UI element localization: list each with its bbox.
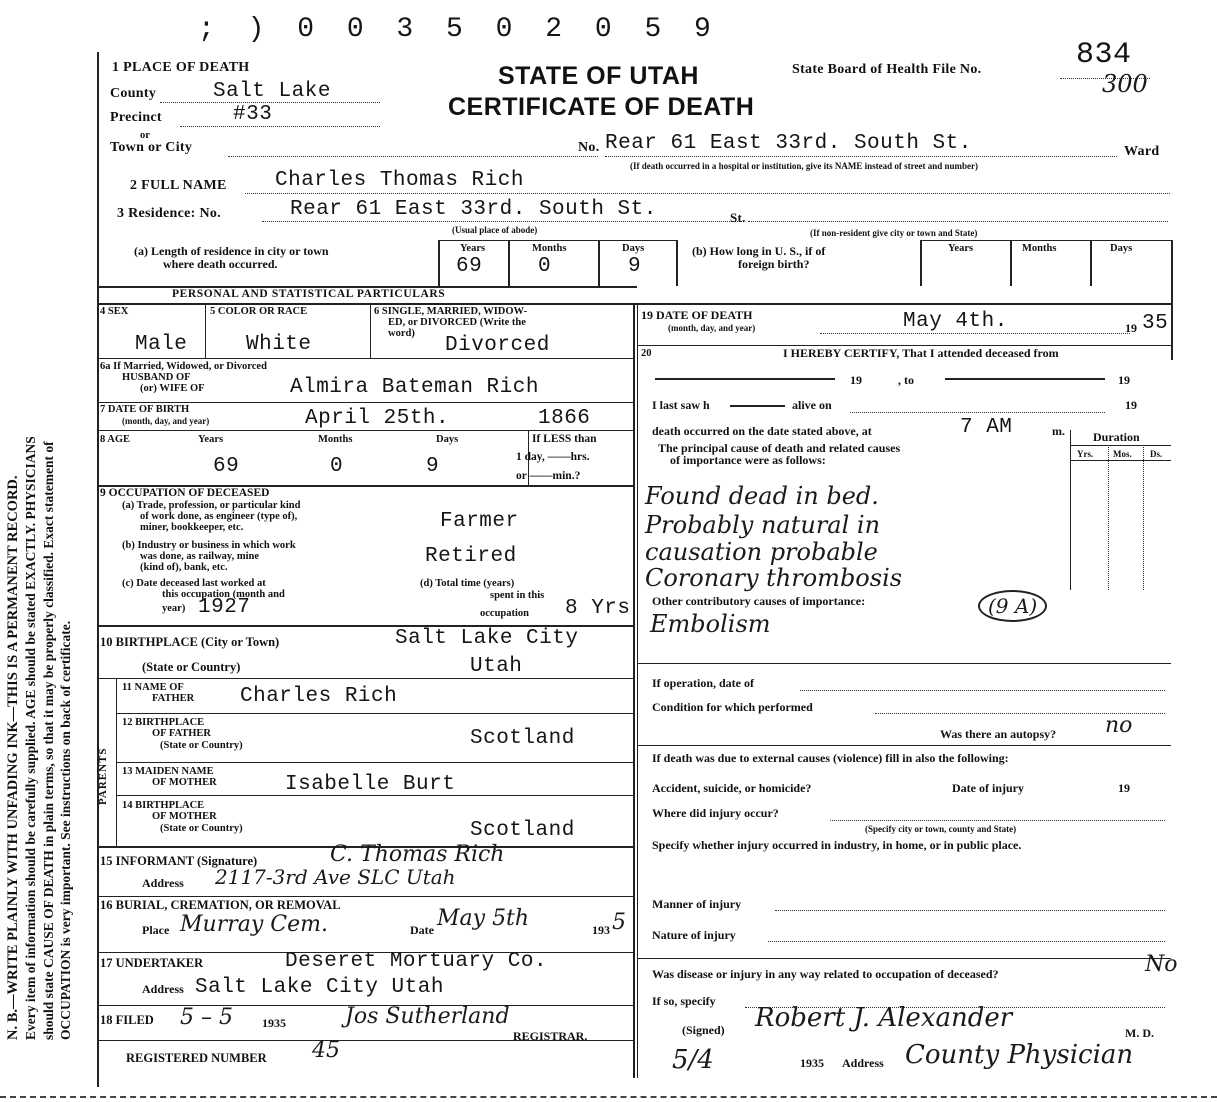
occupation-d2: spent in this	[490, 590, 545, 601]
accident-label: Accident, suicide, or homicide?	[652, 781, 812, 795]
disease-answer: No	[1145, 952, 1178, 977]
other-causes-note: (9 A)	[978, 590, 1047, 622]
mother-birthplace: Scotland	[470, 819, 575, 842]
place-of-death-label: 1 PLACE OF DEATH	[112, 60, 250, 75]
cause-intro-1: The principal cause of death and related causes	[658, 441, 901, 455]
md-label: M. D.	[1125, 1026, 1154, 1040]
burial-date-label: Date	[410, 923, 434, 937]
undertaker-address-label: Address	[142, 982, 184, 996]
age-label: 8 AGE	[100, 434, 131, 445]
informant-address-label: Address	[142, 876, 184, 890]
occupation-a1: (a) Trade, profession, or particular kind	[122, 500, 301, 511]
cause-line-2: Probably natural in	[645, 511, 881, 539]
father-bp-label-2: OF FATHER	[152, 728, 212, 739]
father-birthplace: Scotland	[470, 727, 575, 750]
burial-place-label: Place	[142, 923, 170, 937]
spouse-label-1: 6a If Married, Widowed, or Divorced	[100, 361, 267, 372]
res-years: 69	[456, 255, 483, 278]
margin-instruction-1: N. B.—WRITE PLAINLY WITH UNFADING INK—THIS IS A PERMANENT RECORD.	[5, 475, 21, 1040]
undertaker-label: 17 UNDERTAKER	[100, 956, 204, 970]
res-months: 0	[538, 255, 552, 278]
certify-to-label: , to	[898, 373, 914, 387]
registrar-label: REGISTRAR.	[513, 1029, 588, 1043]
specify-city-note: (Specify city or town, county and State)	[865, 824, 1017, 834]
signature-date: 5/4	[672, 1045, 714, 1075]
less-min-label: or ——min.?	[516, 470, 581, 482]
physician-signature: Robert J. Alexander	[755, 1003, 1013, 1033]
full-name-value: Charles Thomas Rich	[275, 169, 524, 192]
mother-bp-label-3: (State or Country)	[160, 823, 243, 834]
death-time: 7 AM	[960, 416, 1013, 439]
precinct-value: #33	[233, 103, 273, 126]
duration-months-label: Mos.	[1113, 449, 1132, 459]
item-20-label: 20	[641, 348, 652, 359]
place-address: Rear 61 East 33rd. South St.	[605, 132, 972, 155]
registered-number-label: REGISTERED NUMBER	[126, 1051, 267, 1065]
burial-date: May 5th	[437, 906, 530, 931]
last-saw-label: I last saw h	[652, 398, 710, 412]
undertaker-name: Deseret Mortuary Co.	[285, 950, 548, 973]
mother-name: Isabelle Burt	[285, 773, 456, 796]
duration-days-label: Ds.	[1150, 449, 1163, 459]
birthplace-state: Utah	[470, 655, 523, 678]
occupation-b2: was done, as railway, mine	[140, 551, 260, 562]
age-years-label: Years	[198, 434, 224, 445]
title-certificate: CERTIFICATE OF DEATH	[448, 93, 755, 121]
county-label: County	[110, 86, 157, 101]
margin-instruction-3: should state CAUSE OF DEATH in plain terms, so that it may be properly classified. Exact statement of	[41, 441, 56, 1040]
color-race-value: White	[246, 333, 312, 356]
parents-side-label: PARENTS	[97, 747, 109, 805]
death-date-sub: (month, day, and year)	[668, 323, 756, 333]
personal-header: PERSONAL AND STATISTICAL PARTICULARS	[172, 288, 446, 300]
mother-name-label-1: 13 MAIDEN NAME	[122, 766, 214, 777]
marital-value: Divorced	[445, 334, 550, 357]
sex-value: Male	[135, 333, 188, 356]
death-year: 35	[1142, 312, 1169, 335]
filed-label: 18 FILED	[100, 1013, 154, 1027]
mother-bp-label-2: OF MOTHER	[152, 811, 217, 822]
age-days: 9	[426, 455, 440, 478]
nature-injury-label: Nature of injury	[652, 928, 736, 942]
dob-year: 1866	[538, 407, 591, 430]
age-days-label: Days	[436, 434, 459, 445]
file-number-handwritten: 300	[1102, 70, 1148, 98]
street-number-label: No.	[578, 140, 600, 155]
registered-number: 45	[312, 1038, 340, 1063]
certify-statement: I HEREBY CERTIFY, That I attended deceased from	[783, 346, 1059, 360]
spouse-label-2: HUSBAND OF	[122, 372, 191, 383]
hospital-note: (If death occurred in a hospital or institution, give its NAME instead of street and number)	[630, 161, 979, 171]
other-causes-label: Other contributory causes of importance:	[652, 594, 866, 608]
us-years-label: Years	[948, 243, 974, 254]
duration-years-label: Yrs.	[1077, 449, 1094, 459]
res-months-label: Months	[532, 243, 567, 254]
autopsy-answer: no	[1105, 713, 1133, 738]
specify-whether-label: Specify whether injury occurred in industry, in home, or in public place.	[652, 838, 1022, 852]
informant-signature: C. Thomas Rich	[330, 842, 505, 867]
form-left-border	[97, 52, 99, 1087]
length-residence-label-2: where death occurred.	[163, 257, 278, 271]
precinct-label: Precinct	[110, 110, 162, 125]
occupation-c2: this occupation (month and	[162, 589, 285, 600]
county-value: Salt Lake	[213, 80, 331, 103]
less-day-label: 1 day, ——hrs.	[516, 451, 590, 463]
marital-label-1: 6 SINGLE, MARRIED, WIDOW-	[374, 306, 528, 317]
birthplace-state-label: (State or Country)	[142, 660, 241, 674]
certify-to-year: 19	[1118, 373, 1130, 387]
center-column-divider	[633, 303, 635, 1078]
death-time-m: m.	[1052, 424, 1065, 438]
res-years-label: Years	[460, 243, 486, 254]
burial-year-prefix: 193	[592, 923, 610, 937]
file-number: 834	[1076, 38, 1132, 72]
physician-address-label: Address	[842, 1056, 884, 1070]
informant-address: 2117-3rd Ave SLC Utah	[215, 865, 456, 889]
cause-line-1: Found dead in bed.	[645, 482, 879, 510]
length-residence-label: (a) Length of residence in city or town	[134, 244, 329, 258]
age-months-label: Months	[318, 434, 353, 445]
form-right-border	[1171, 240, 1173, 360]
filed-year: 1935	[262, 1016, 286, 1030]
burial-place: Murray Cem.	[180, 912, 328, 937]
condition-label: Condition for which performed	[652, 700, 813, 714]
nonresident-note: (If non-resident give city or town and State)	[810, 228, 978, 238]
death-year-prefix: 19	[1125, 321, 1137, 335]
death-date-label: 19 DATE OF DEATH	[641, 308, 753, 322]
occupation-d1: (d) Total time (years)	[420, 578, 515, 589]
occupation-c1: (c) Date deceased last worked at	[122, 578, 266, 589]
filed-date: 5 – 5	[180, 1005, 233, 1030]
marital-label-2: ED, or DIVORCED (Write the	[388, 317, 526, 328]
less-than-label: If LESS than	[532, 433, 597, 445]
us-months-label: Months	[1022, 243, 1057, 254]
mother-name-label-2: OF MOTHER	[152, 777, 217, 788]
registrar-signature: Jos Sutherland	[345, 1004, 510, 1029]
residence-st-label: St.	[730, 210, 746, 225]
occupation-b1: (b) Industry or business in which work	[122, 540, 296, 551]
full-name-label: 2 FULL NAME	[130, 178, 227, 193]
burial-year: 5	[612, 910, 626, 935]
occupation-label: 9 OCCUPATION OF DECEASED	[100, 487, 270, 499]
town-city-label: Town or City	[110, 140, 193, 155]
duration-label: Duration	[1093, 430, 1140, 444]
physician-address: County Physician	[905, 1040, 1134, 1070]
residence-value: Rear 61 East 33rd. South St.	[290, 198, 657, 221]
death-date: May 4th.	[903, 310, 1008, 333]
signed-label: (Signed)	[682, 1023, 725, 1037]
marital-label-3: word)	[388, 328, 415, 339]
margin-instruction-2: Every item of information should be carefully supplied. AGE should be stated EXACTLY. PHYSICIANS	[23, 436, 38, 1040]
title-state: STATE OF UTAH	[498, 62, 699, 90]
cause-line-4: Coronary thrombosis	[645, 564, 903, 592]
other-causes: Embolism	[650, 610, 771, 638]
occupation-b3: (kind of), bank, etc.	[140, 562, 228, 573]
dob-sub-label: (month, day, and year)	[122, 416, 210, 426]
alive-on-label: alive on	[792, 398, 832, 412]
father-name-label-2: FATHER	[152, 693, 195, 704]
death-occurred-label: death occurred on the date stated above, at	[652, 424, 872, 438]
or-label: or	[140, 130, 150, 141]
usual-abode-note: (Usual place of abode)	[452, 225, 538, 235]
age-years: 69	[213, 455, 240, 478]
occupation-a2: of work done, as engineer (type of),	[140, 511, 298, 522]
spouse-label-3: (or) WIFE OF	[140, 383, 205, 394]
father-name: Charles Rich	[240, 685, 398, 708]
signature-year: 1935	[800, 1056, 824, 1070]
autopsy-label: Was there an autopsy?	[940, 727, 1057, 741]
mother-bp-label-1: 14 BIRTHPLACE	[122, 800, 205, 811]
age-months: 0	[330, 455, 344, 478]
spouse-value: Almira Bateman Rich	[290, 376, 539, 399]
occupation-trade: Farmer	[440, 510, 519, 533]
occupation-c3: year)	[162, 603, 186, 614]
how-long-us-label: (b) How long in U. S., if of	[692, 244, 826, 258]
page-bottom-edge	[0, 1096, 1217, 1098]
cause-line-3: causation probable	[645, 538, 878, 566]
occupation-total: 8 Yrs	[565, 597, 631, 620]
dob-value: April 25th.	[305, 407, 450, 430]
certificate-serial-number: ; ) 0 0 3 5 0 2 0 5 9	[198, 14, 719, 45]
operation-label: If operation, date of	[652, 676, 754, 690]
burial-label: 16 BURIAL, CREMATION, OR REMOVAL	[100, 898, 341, 912]
father-bp-label-3: (State or Country)	[160, 740, 243, 751]
ward-label: Ward	[1124, 144, 1160, 159]
file-number-label: State Board of Health File No.	[792, 62, 982, 77]
disease-question: Was disease or injury in any way related to occupation of deceased?	[652, 967, 999, 981]
color-race-label: 5 COLOR OR RACE	[210, 306, 308, 317]
injury-date-year: 19	[1118, 781, 1130, 795]
if-so-label: If so, specify	[652, 994, 716, 1008]
where-injury-label: Where did injury occur?	[652, 806, 779, 820]
undertaker-address: Salt Lake City Utah	[195, 976, 444, 999]
birthplace-city: Salt Lake City	[395, 627, 579, 650]
father-bp-label-1: 12 BIRTHPLACE	[122, 717, 205, 728]
res-days-label: Days	[622, 243, 645, 254]
dob-label: 7 DATE OF BIRTH	[100, 404, 190, 415]
birthplace-label: 10 BIRTHPLACE (City or Town)	[100, 635, 280, 649]
occupation-last-worked: 1927	[198, 596, 251, 619]
sex-label: 4 SEX	[100, 306, 129, 317]
res-days: 9	[628, 255, 642, 278]
certify-from-year: 19	[850, 373, 862, 387]
cause-intro-2: of importance were as follows:	[670, 453, 826, 467]
occupation-a3: miner, bookkeeper, etc.	[140, 522, 244, 533]
residence-label: 3 Residence: No.	[117, 206, 221, 221]
father-name-label-1: 11 NAME OF	[122, 682, 184, 693]
occupation-d3: occupation	[480, 608, 530, 619]
external-causes-label: If death was due to external causes (violence) fill in also the following:	[652, 751, 1009, 765]
how-long-us-label-2: foreign birth?	[738, 257, 810, 271]
us-days-label: Days	[1110, 243, 1133, 254]
alive-on-year: 19	[1125, 398, 1137, 412]
informant-label: 15 INFORMANT (Signature)	[100, 854, 258, 868]
margin-instruction-4: OCCUPATION is very important. See instructions on back of certificate.	[58, 620, 73, 1040]
occupation-industry: Retired	[425, 545, 517, 568]
injury-date-label: Date of injury	[952, 781, 1024, 795]
manner-injury-label: Manner of injury	[652, 897, 742, 911]
